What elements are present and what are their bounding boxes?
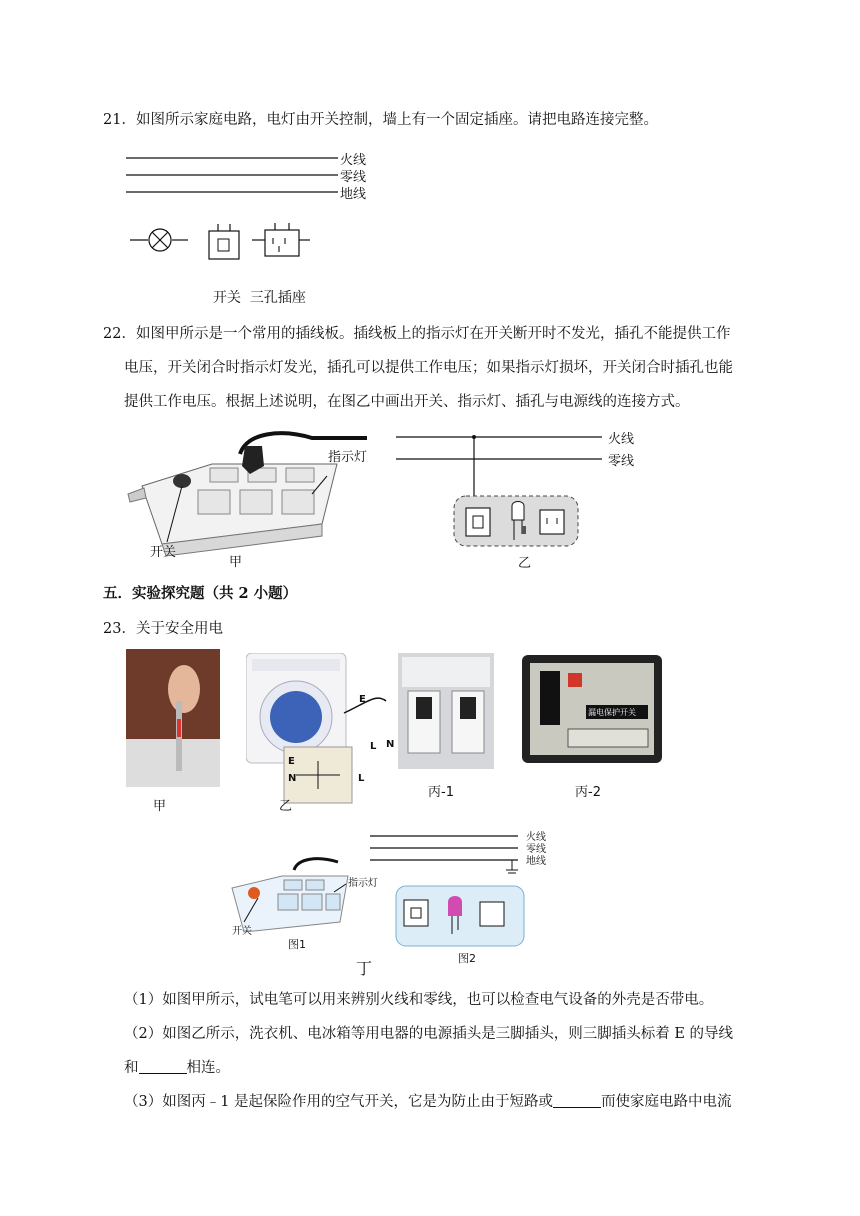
q23-ground-label: 地线 (526, 856, 546, 867)
rcd-label: 漏电保护开关 (588, 708, 636, 717)
q23-bing2-label: 丙-2 (575, 785, 601, 800)
q23-ding-figure (222, 826, 582, 976)
q23-title: 23．关于安全用电 (103, 621, 223, 637)
q23-fig2-label: 图2 (458, 952, 476, 965)
q23-photo-row (126, 649, 666, 814)
plug-n-label: N (386, 739, 395, 750)
q22-jia-label: 甲 (229, 555, 243, 570)
plug-e-label: E (359, 694, 366, 705)
q23-switch-label: 开关 (232, 926, 252, 937)
q22-line1: 22．如图甲所示是一个常用的插线板。插线板上的指示灯在开关断开时不发光，插孔不能提供工作 (103, 326, 731, 342)
q21-text: 21．如图所示家庭电路，电灯由开关控制，墙上有一个固定插座。请把电路连接完整。 (103, 112, 658, 128)
air-switch-photo (398, 653, 494, 769)
plug-l-label: L (370, 741, 377, 752)
q23-p3-post: 而使家庭电路中电流 (601, 1094, 732, 1110)
q23-p2b (124, 1058, 230, 1078)
socket-l-label: L (358, 773, 365, 784)
q22-indicator-label: 指示灯 (328, 450, 368, 465)
q23-p2b-post: 相连。 (186, 1060, 230, 1076)
q23-indicator-label: 指示灯 (348, 878, 378, 889)
q21-caption: 开关 三孔插座 (213, 290, 306, 306)
switch-icon (209, 231, 239, 259)
q22-power-strip-figure (122, 424, 372, 569)
q23-fig1-label: 图1 (288, 938, 306, 951)
section5-title: 五．实验探究题（共 2 小题） (103, 585, 298, 602)
q23-answer-blank-2[interactable] (553, 1093, 601, 1108)
q23-bing1-label: 丙-1 (428, 785, 454, 800)
q21-live-label: 火线 (340, 153, 367, 168)
q23-yi-label: 乙 (279, 799, 293, 814)
q23-answer-blank-1[interactable] (139, 1059, 187, 1074)
q23-ding-label: 丁 (356, 959, 373, 978)
socket-e-label: E (288, 756, 295, 767)
indicator-light-icon (512, 502, 524, 521)
q21-figure (120, 148, 400, 308)
q21-neutral-label: 零线 (340, 170, 367, 185)
q22-yi-figure (396, 424, 646, 574)
q23-p3 (124, 1092, 732, 1112)
socket-icon (540, 510, 564, 534)
q23-neutral-label: 零线 (526, 844, 546, 855)
switch-icon (466, 508, 490, 536)
q22-yi-label: 乙 (518, 556, 532, 571)
q23-p2a: （2）如图乙所示，洗衣机、电冰箱等用电器的电源插头是三脚插头，则三脚插头标着 E 的导线 (124, 1026, 734, 1042)
q23-jia-label: 甲 (153, 799, 167, 814)
q22-switch-label: 开关 (150, 545, 177, 560)
q22-line3: 提供工作电压。根据上述说明，在图乙中画出开关、指示灯、插孔与电源线的连接方式。 (124, 394, 690, 410)
q22-neutral-label: 零线 (608, 454, 635, 469)
q22-line2: 电压，开关闭合时指示灯发光，插孔可以提供工作电压；如果指示灯损坏，开关闭合时插孔也能 (124, 360, 733, 376)
q23-live-label: 火线 (526, 832, 546, 843)
q21-ground-label: 地线 (340, 187, 367, 202)
q23-p1: （1）如图甲所示，试电笔可以用来辨别火线和零线，也可以检查电气设备的外壳是否带电。 (124, 992, 714, 1008)
q23-p2b-pre: 和 (124, 1060, 139, 1076)
q23-p3-pre: （3）如图丙﹣1 是起保险作用的空气开关，它是为防止由于短路或 (124, 1094, 554, 1110)
test-pen-photo (126, 649, 220, 787)
washing-machine-photo (246, 653, 406, 805)
q22-live-label: 火线 (608, 432, 635, 447)
three-hole-socket-icon (265, 230, 299, 256)
socket-n-label: N (288, 773, 297, 784)
